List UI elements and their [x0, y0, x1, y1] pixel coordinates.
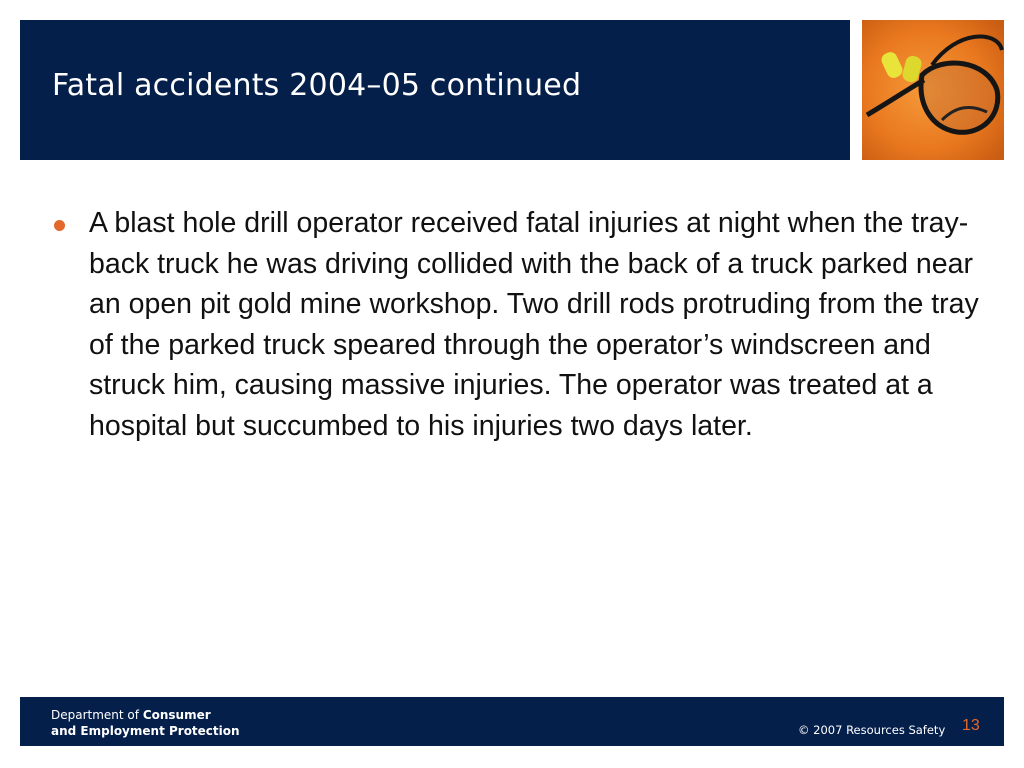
copyright-text: © 2007 Resources Safety — [798, 723, 946, 737]
slide-title: Fatal accidents 2004–05 continued — [52, 68, 582, 103]
dept-name-line-2: and Employment Protection — [51, 724, 240, 738]
bullet-icon — [54, 220, 65, 231]
safety-equipment-photo — [862, 20, 1004, 160]
safety-glasses-earplugs-image — [862, 20, 1004, 160]
dept-prefix: Department of — [51, 708, 143, 722]
dept-name-line-1: Consumer — [142, 708, 211, 722]
page-number: 13 — [962, 717, 980, 734]
department-label — [51, 707, 240, 739]
bullet-text: A blast hole drill operator received fatal injuries at night when the tray-back truck he was driving collided with the back of a truck parked near an open pit gold mine workshop. Two drill rods protruding from the tray of the parked truck speared through the operator’s windscreen and struck him, causing massive injuries. The operator was treated at a hospital but succumbed to his injuries two days later. — [89, 207, 979, 442]
title-bar — [20, 20, 850, 160]
footer-bar — [20, 697, 1004, 746]
